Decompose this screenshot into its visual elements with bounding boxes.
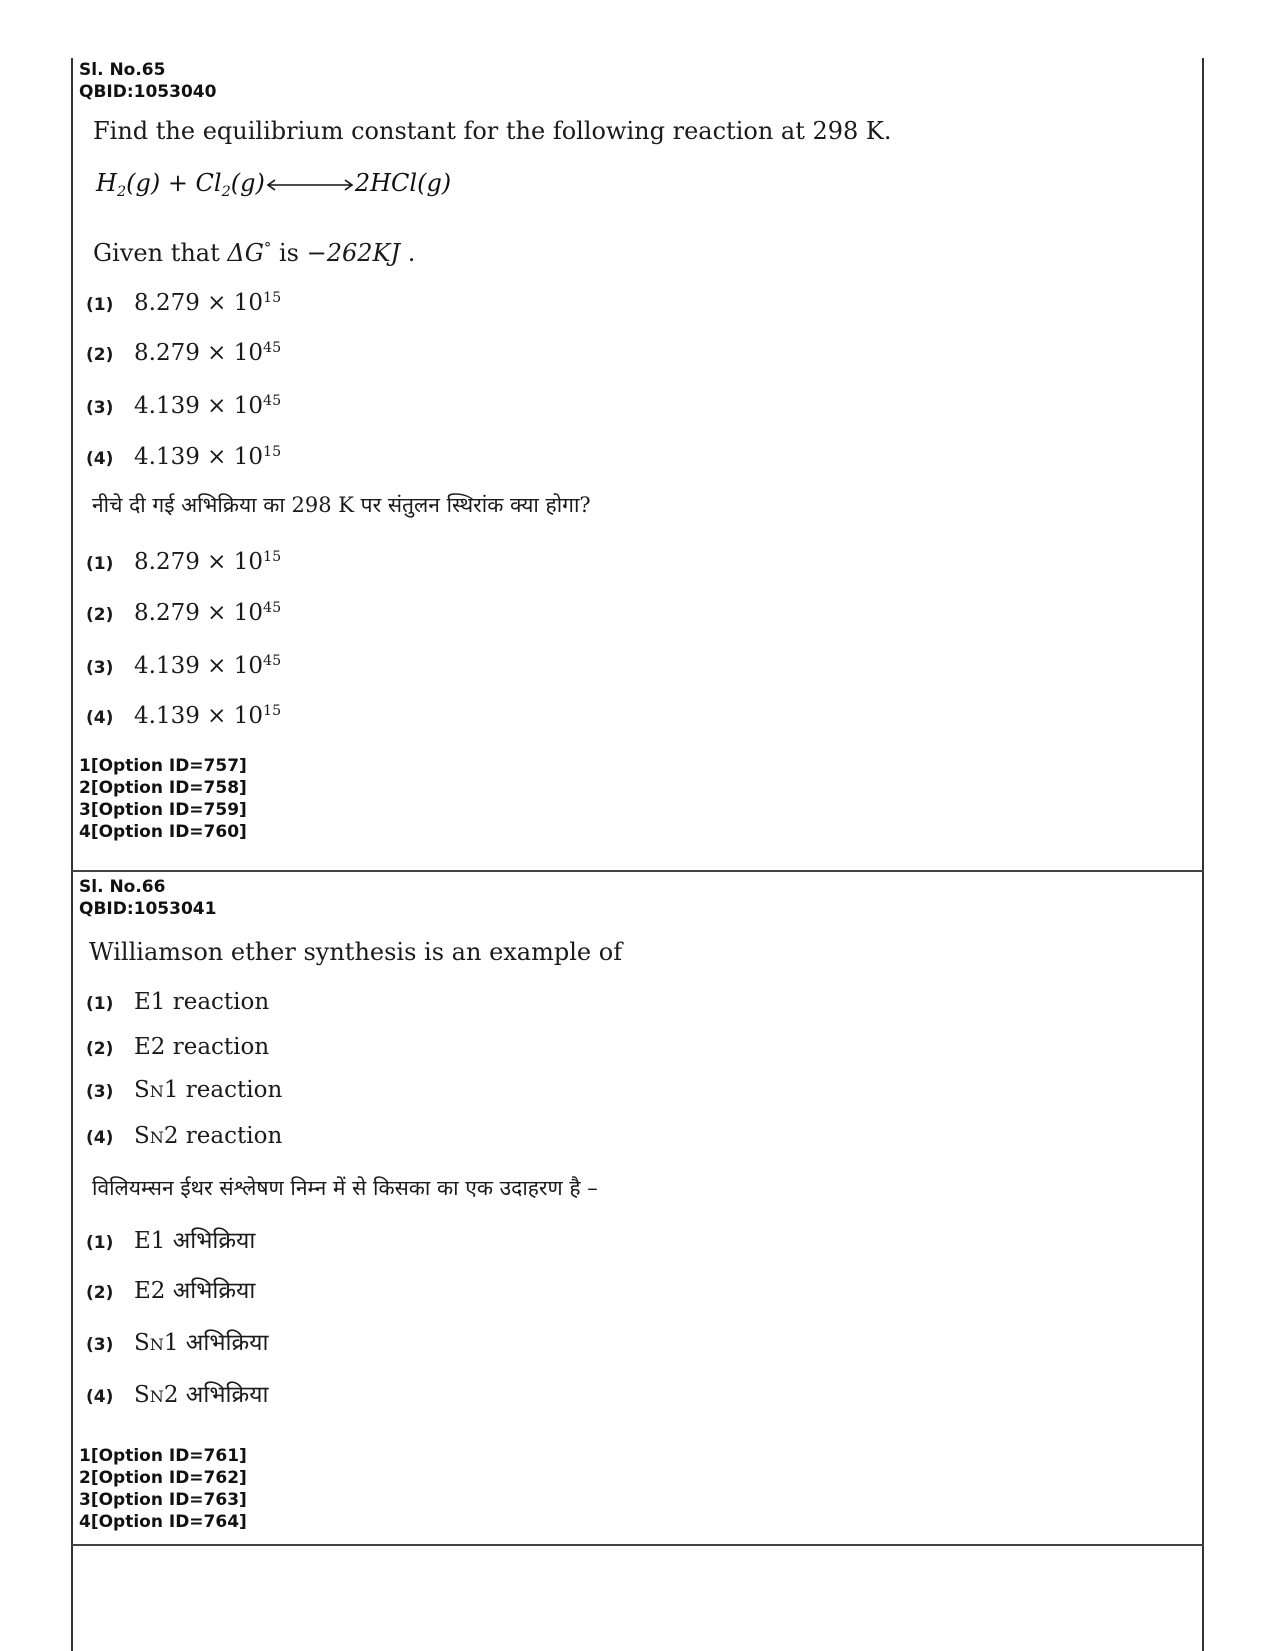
question-65-meta (79, 59, 216, 103)
question-text-en: Williamson ether synthesis is an example of (89, 938, 623, 966)
option-id-list (79, 755, 247, 843)
option-3-hi[interactable]: (3) SN1 अभिक्रिया (86, 1330, 269, 1356)
reaction-equation: $H_2(g) + Cl_2(g)$ 2HCl(g) (96, 169, 452, 201)
option-2-hi[interactable]: (2) E2 अभिक्रिया (86, 1278, 256, 1304)
given-statement: Given that ΔG° is −262KJ . (93, 239, 416, 268)
option-1-en[interactable]: (1) $8.279 \times 10^{15}$ (86, 289, 282, 316)
question-bank-id: QBID:1053041 (79, 899, 217, 919)
question-66-meta (79, 876, 216, 920)
equilibrium-arrow-icon (265, 168, 355, 202)
question-bank-id: QBID:1053040 (79, 82, 217, 102)
option-id: 2[Option ID=758] (79, 778, 247, 798)
question-divider (71, 1544, 1204, 1546)
option-id: 1[Option ID=761] (79, 1446, 247, 1466)
option-id: 4[Option ID=760] (79, 822, 247, 842)
option-2-en[interactable]: (2) $8.279 \times 10^{45}$ (86, 339, 282, 366)
question-text-hi: नीचे दी गई अभिक्रिया का 298 K पर संतुलन स्थिरांक क्या होगा? (92, 493, 591, 517)
option-1-hi[interactable]: (1) $8.279 \times 10^{15}$ (86, 548, 282, 575)
option-1-en[interactable]: (1) E1 reaction (86, 989, 270, 1015)
option-3-hi[interactable]: (3) $4.139 \times 10^{45}$ (86, 652, 282, 679)
option-id: 3[Option ID=759] (79, 800, 247, 820)
question-text-hi: विलियम्सन ईथर संश्लेषण निम्न में से किसका का एक उदाहरण है – (92, 1176, 598, 1200)
option-id: 2[Option ID=762] (79, 1468, 247, 1488)
question-divider (71, 870, 1204, 872)
option-3-en[interactable]: (3) SN1 reaction (86, 1077, 283, 1103)
option-id: 4[Option ID=764] (79, 1512, 247, 1532)
option-id: 1[Option ID=757] (79, 756, 247, 776)
serial-number: Sl. No.66 (79, 877, 166, 897)
option-2-hi[interactable]: (2) $8.279 \times 10^{45}$ (86, 599, 282, 626)
serial-number: Sl. No.65 (79, 60, 166, 80)
option-id: 3[Option ID=763] (79, 1490, 247, 1510)
option-1-hi[interactable]: (1) E1 अभिक्रिया (86, 1228, 256, 1254)
option-4-en[interactable]: (4) $4.139 \times 10^{15}$ (86, 443, 282, 470)
option-4-hi[interactable]: (4) SN2 अभिक्रिया (86, 1382, 269, 1408)
option-id-list (79, 1445, 247, 1533)
question-text-en: Find the equilibrium constant for the following reaction at 298 K. (93, 117, 892, 145)
option-4-en[interactable]: (4) SN2 reaction (86, 1123, 283, 1149)
option-2-en[interactable]: (2) E2 reaction (86, 1034, 270, 1060)
option-3-en[interactable]: (3) $4.139 \times 10^{45}$ (86, 392, 282, 419)
option-4-hi[interactable]: (4) $4.139 \times 10^{15}$ (86, 702, 282, 729)
